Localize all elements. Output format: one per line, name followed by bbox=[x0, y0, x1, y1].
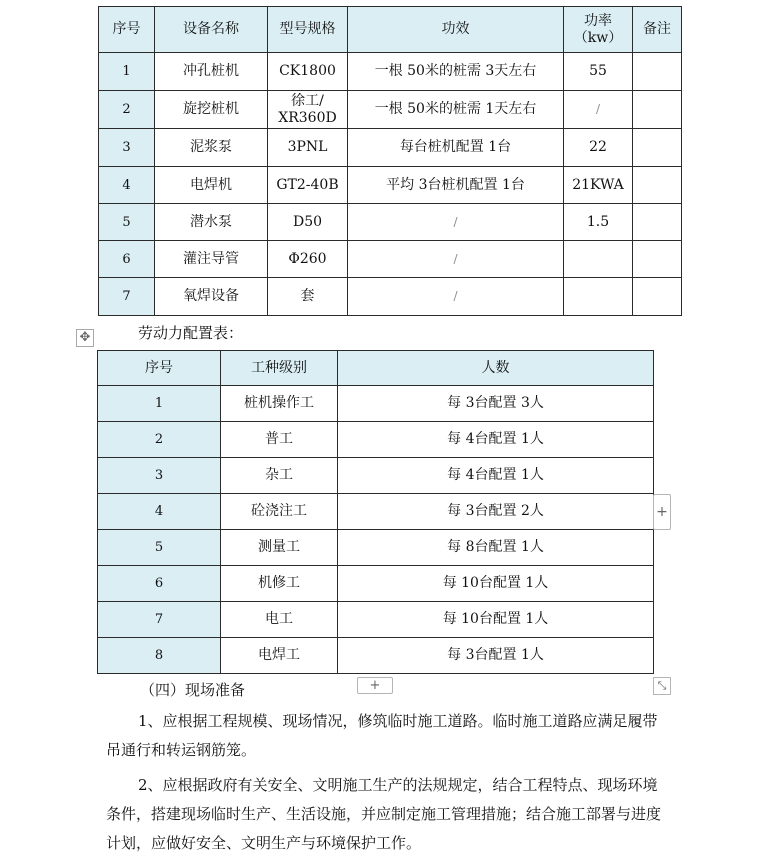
remark-cell bbox=[633, 204, 682, 241]
labor-table bbox=[97, 350, 654, 674]
equipment-name-cell: 泥浆泵 bbox=[155, 129, 268, 167]
remark-cell bbox=[633, 167, 682, 204]
equipment-row bbox=[99, 278, 682, 316]
labor-row bbox=[98, 494, 654, 530]
trade-cell: 普工 bbox=[221, 422, 338, 458]
row-index-cell: 2 bbox=[98, 422, 221, 458]
remark-cell bbox=[633, 53, 682, 91]
equipment-header-row bbox=[99, 7, 682, 53]
paragraph-2: 2、应根据政府有关安全、文明施工生产的法规规定，结合工程特点、现场环境条件，搭建现场临时生产、生活设施，并应制定施工管理措施；结合施工部署与进度计划，应做好安全、文明生产与环境保护工作。 bbox=[106, 776, 662, 852]
equipment-row bbox=[99, 204, 682, 241]
labor-row bbox=[98, 638, 654, 674]
plus-icon: + bbox=[369, 678, 381, 693]
function-cell: / bbox=[348, 278, 564, 316]
power-cell: 21KWA bbox=[564, 167, 633, 204]
model-cell: Φ260 bbox=[268, 241, 348, 278]
equipment-row bbox=[99, 129, 682, 167]
function-cell: 每台桩机配置 1台 bbox=[348, 129, 564, 167]
resize-diagonal-icon: ⤡ bbox=[657, 679, 667, 692]
power-cell: 55 bbox=[564, 53, 633, 91]
row-index-cell: 1 bbox=[98, 386, 221, 422]
trade-cell: 砼浇注工 bbox=[221, 494, 338, 530]
model-cell: 3PNL bbox=[268, 129, 348, 167]
row-index-cell: 5 bbox=[98, 530, 221, 566]
power-cell: 1.5 bbox=[564, 204, 633, 241]
row-index-cell: 3 bbox=[98, 458, 221, 494]
header-worker-count: 人数 bbox=[338, 351, 654, 386]
equipment-name-cell: 灌注导管 bbox=[155, 241, 268, 278]
remark-cell bbox=[633, 129, 682, 167]
equipment-table bbox=[98, 6, 682, 316]
function-cell: 一根 50米的桩需 1天左右 bbox=[348, 91, 564, 129]
row-index-cell: 1 bbox=[99, 53, 155, 91]
labor-row bbox=[98, 602, 654, 638]
header-remark: 备注 bbox=[633, 7, 682, 53]
table-move-handle[interactable] bbox=[76, 329, 94, 347]
header-function: 功效 bbox=[348, 7, 564, 53]
function-cell: / bbox=[348, 204, 564, 241]
row-index-cell: 2 bbox=[99, 91, 155, 129]
plus-icon: + bbox=[656, 504, 668, 520]
remark-cell bbox=[633, 278, 682, 316]
paragraph-1: 1、应根据工程规模、现场情况，修筑临时施工道路。临时施工道路应满足履带吊通行和转运钢筋笼。 bbox=[106, 712, 658, 759]
row-index-cell: 8 bbox=[98, 638, 221, 674]
trade-cell: 杂工 bbox=[221, 458, 338, 494]
labor-row bbox=[98, 530, 654, 566]
add-column-button[interactable] bbox=[653, 494, 671, 530]
worker-count-cell: 每 4台配置 1人 bbox=[338, 422, 654, 458]
equipment-name-cell: 潜水泵 bbox=[155, 204, 268, 241]
header-trade: 工种级别 bbox=[221, 351, 338, 386]
table-resize-handle[interactable] bbox=[653, 677, 671, 695]
row-index-cell: 6 bbox=[98, 566, 221, 602]
move-arrows-icon: ✥ bbox=[79, 330, 91, 345]
remark-cell bbox=[633, 91, 682, 129]
equipment-row bbox=[99, 241, 682, 278]
remark-cell bbox=[633, 241, 682, 278]
power-cell bbox=[564, 241, 633, 278]
labor-caption: 劳动力配置表： bbox=[138, 324, 244, 342]
trade-cell: 电焊工 bbox=[221, 638, 338, 674]
labor-row bbox=[98, 566, 654, 602]
row-index-cell: 4 bbox=[99, 167, 155, 204]
trade-cell: 桩机操作工 bbox=[221, 386, 338, 422]
worker-count-cell: 每 3台配置 1人 bbox=[338, 638, 654, 674]
row-index-cell: 6 bbox=[99, 241, 155, 278]
worker-count-cell: 每 10台配置 1人 bbox=[338, 602, 654, 638]
labor-row bbox=[98, 386, 654, 422]
trade-cell: 测量工 bbox=[221, 530, 338, 566]
model-cell: D50 bbox=[268, 204, 348, 241]
equipment-name-cell: 冲孔桩机 bbox=[155, 53, 268, 91]
header-model: 型号规格 bbox=[268, 7, 348, 53]
section-heading: （四）现场准备 bbox=[140, 681, 246, 699]
equipment-row bbox=[99, 53, 682, 91]
power-cell: 22 bbox=[564, 129, 633, 167]
row-index-cell: 7 bbox=[99, 278, 155, 316]
header-power-line1: 功率 bbox=[584, 12, 612, 29]
function-cell: 平均 3台桩机配置 1台 bbox=[348, 167, 564, 204]
function-cell: 一根 50米的桩需 3天左右 bbox=[348, 53, 564, 91]
row-index-cell: 3 bbox=[99, 129, 155, 167]
equipment-name-cell: 旋挖桩机 bbox=[155, 91, 268, 129]
power-cell: / bbox=[564, 91, 633, 129]
function-cell: / bbox=[348, 241, 564, 278]
header-equipment-name: 设备名称 bbox=[155, 7, 268, 53]
row-index-cell: 5 bbox=[99, 204, 155, 241]
worker-count-cell: 每 3台配置 2人 bbox=[338, 494, 654, 530]
model-cell: 套 bbox=[268, 278, 348, 316]
add-row-button[interactable] bbox=[357, 677, 393, 694]
trade-cell: 机修工 bbox=[221, 566, 338, 602]
header-index: 序号 bbox=[99, 7, 155, 53]
header-power-line2: （kw） bbox=[573, 29, 623, 46]
power-cell bbox=[564, 278, 633, 316]
header-index: 序号 bbox=[98, 351, 221, 386]
header-power bbox=[564, 7, 633, 53]
equipment-name-cell: 电焊机 bbox=[155, 167, 268, 204]
row-index-cell: 7 bbox=[98, 602, 221, 638]
row-index-cell: 4 bbox=[98, 494, 221, 530]
equipment-row bbox=[99, 91, 682, 129]
worker-count-cell: 每 8台配置 1人 bbox=[338, 530, 654, 566]
model-cell: 徐工/ XR360D bbox=[268, 91, 348, 129]
labor-header-row bbox=[98, 351, 654, 386]
equipment-row bbox=[99, 167, 682, 204]
worker-count-cell: 每 10台配置 1人 bbox=[338, 566, 654, 602]
equipment-name-cell: 氧焊设备 bbox=[155, 278, 268, 316]
model-cell: CK1800 bbox=[268, 53, 348, 91]
model-cell: GT2-40B bbox=[268, 167, 348, 204]
trade-cell: 电工 bbox=[221, 602, 338, 638]
worker-count-cell: 每 3台配置 3人 bbox=[338, 386, 654, 422]
labor-row bbox=[98, 458, 654, 494]
worker-count-cell: 每 4台配置 1人 bbox=[338, 458, 654, 494]
labor-row bbox=[98, 422, 654, 458]
